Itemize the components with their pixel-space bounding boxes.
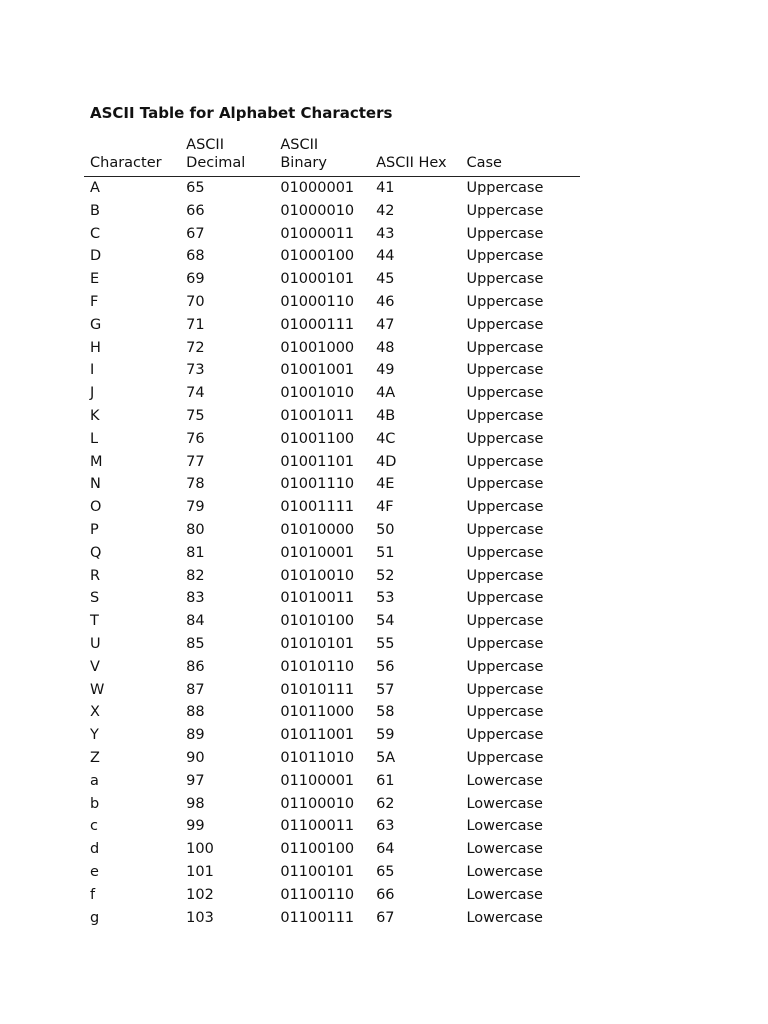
table-row [84, 473, 580, 496]
binary-cell: 01001010 [280, 385, 355, 402]
table-row [84, 177, 580, 200]
table-header-row [84, 136, 580, 177]
character-cell: a [90, 772, 99, 789]
decimal-cell: 99 [186, 818, 205, 835]
binary-cell: 01001011 [280, 407, 355, 424]
table-row [84, 337, 580, 360]
decimal-cell: 75 [186, 407, 205, 424]
decimal-cell: 84 [186, 613, 205, 630]
column-header-label: ASCII Decimal [186, 137, 246, 171]
case-cell: Uppercase [466, 704, 544, 721]
binary-cell: 01011001 [280, 727, 355, 744]
case-cell: Lowercase [466, 772, 543, 789]
character-cell: O [90, 499, 102, 516]
binary-cell: 01000110 [280, 293, 355, 310]
binary-cell: 01100100 [280, 841, 355, 858]
table-row [84, 610, 580, 633]
table-row [84, 587, 580, 610]
table-row [84, 815, 580, 838]
character-cell: X [90, 704, 100, 721]
table-row [84, 382, 580, 405]
table-row [84, 268, 580, 291]
hex-cell: 42 [376, 202, 395, 219]
table-row [84, 633, 580, 656]
hex-cell: 49 [376, 362, 395, 379]
table-row [84, 245, 580, 268]
decimal-cell: 76 [186, 430, 205, 447]
hex-cell: 46 [376, 293, 395, 310]
case-cell: Lowercase [466, 886, 543, 903]
hex-cell: 53 [376, 590, 395, 607]
case-cell: Uppercase [466, 385, 544, 402]
hex-cell: 61 [376, 772, 395, 789]
decimal-cell: 87 [186, 681, 205, 698]
character-cell: f [90, 886, 96, 903]
decimal-cell: 71 [186, 316, 205, 333]
hex-cell: 43 [376, 225, 395, 242]
column-header-ascii-decimal [180, 136, 274, 177]
character-cell: M [90, 453, 103, 470]
decimal-cell: 68 [186, 248, 205, 265]
binary-cell: 01010111 [280, 681, 355, 698]
binary-cell: 01011000 [280, 704, 355, 721]
table-row [84, 223, 580, 246]
decimal-cell: 89 [186, 727, 205, 744]
hex-cell: 5A [376, 749, 396, 766]
hex-cell: 52 [376, 567, 395, 584]
hex-cell: 62 [376, 795, 395, 812]
case-cell: Uppercase [466, 180, 544, 196]
table-row [84, 405, 580, 428]
binary-cell: 01001100 [280, 430, 355, 447]
hex-cell: 58 [376, 704, 395, 721]
decimal-cell: 101 [186, 863, 214, 880]
decimal-cell: 103 [186, 909, 214, 926]
column-header-case: Case [460, 136, 580, 177]
character-cell: d [90, 841, 100, 858]
decimal-cell: 97 [186, 772, 205, 789]
character-cell: G [90, 316, 102, 333]
case-cell: Lowercase [466, 841, 543, 858]
case-cell: Uppercase [466, 749, 544, 766]
table-row [84, 861, 580, 884]
hex-cell: 67 [376, 909, 395, 926]
column-header-label: ASCII Binary [280, 137, 327, 171]
binary-cell: 01010011 [280, 590, 355, 607]
decimal-cell: 86 [186, 658, 205, 675]
case-cell: Lowercase [466, 863, 543, 880]
binary-cell: 01011010 [280, 749, 355, 766]
decimal-cell: 66 [186, 202, 205, 219]
column-header-ascii-binary [274, 136, 370, 177]
hex-cell: 4D [376, 453, 397, 470]
table-row [84, 793, 580, 816]
decimal-cell: 78 [186, 476, 205, 493]
hex-cell: 55 [376, 635, 395, 652]
table-row [84, 724, 580, 747]
table-row [84, 770, 580, 793]
hex-cell: 44 [376, 248, 395, 265]
case-cell: Uppercase [466, 225, 544, 242]
decimal-cell: 88 [186, 704, 205, 721]
table-row [84, 656, 580, 679]
character-cell: F [90, 293, 99, 310]
hex-cell: 59 [376, 727, 395, 744]
binary-cell: 01000001 [280, 180, 355, 196]
decimal-cell: 81 [186, 544, 205, 561]
table-row [84, 200, 580, 223]
case-cell: Uppercase [466, 567, 544, 584]
table-row [84, 907, 580, 930]
binary-cell: 01010000 [280, 521, 355, 538]
table-row [84, 838, 580, 861]
binary-cell: 01001101 [280, 453, 355, 470]
character-cell: R [90, 567, 101, 584]
character-cell: D [90, 248, 102, 265]
character-cell: T [90, 613, 99, 630]
table-row [84, 565, 580, 588]
hex-cell: 4C [376, 430, 396, 447]
hex-cell: 4A [376, 385, 396, 402]
character-cell: e [90, 863, 99, 880]
character-cell: P [90, 521, 99, 538]
binary-cell: 01000101 [280, 271, 355, 288]
character-cell: U [90, 635, 101, 652]
character-cell: Q [90, 544, 102, 561]
decimal-cell: 72 [186, 339, 205, 356]
case-cell: Uppercase [466, 339, 544, 356]
ascii-table [84, 136, 580, 929]
case-cell: Uppercase [466, 362, 544, 379]
decimal-cell: 82 [186, 567, 205, 584]
binary-cell: 01001111 [280, 499, 355, 516]
character-cell: K [90, 407, 100, 424]
case-cell: Uppercase [466, 407, 544, 424]
page-title: ASCII Table for Alphabet Characters [90, 104, 393, 122]
table-row [84, 747, 580, 770]
hex-cell: 48 [376, 339, 395, 356]
hex-cell: 51 [376, 544, 395, 561]
decimal-cell: 73 [186, 362, 205, 379]
binary-cell: 01010101 [280, 635, 355, 652]
decimal-cell: 83 [186, 590, 205, 607]
case-cell: Uppercase [466, 476, 544, 493]
binary-cell: 01010100 [280, 613, 355, 630]
decimal-cell: 85 [186, 635, 205, 652]
binary-cell: 01100110 [280, 886, 355, 903]
hex-cell: 64 [376, 841, 395, 858]
case-cell: Uppercase [466, 521, 544, 538]
binary-cell: 01000111 [280, 316, 355, 333]
table-row [84, 496, 580, 519]
decimal-cell: 98 [186, 795, 205, 812]
character-cell: H [90, 339, 101, 356]
binary-cell: 01001110 [280, 476, 355, 493]
case-cell: Uppercase [466, 430, 544, 447]
decimal-cell: 67 [186, 225, 205, 242]
table-row [84, 314, 580, 337]
binary-cell: 01010110 [280, 658, 355, 675]
case-cell: Uppercase [466, 202, 544, 219]
case-cell: Uppercase [466, 248, 544, 265]
hex-cell: 50 [376, 521, 395, 538]
binary-cell: 01001001 [280, 362, 355, 379]
binary-cell: 01100101 [280, 863, 355, 880]
character-cell: I [90, 362, 95, 379]
case-cell: Uppercase [466, 499, 544, 516]
binary-cell: 01010001 [280, 544, 355, 561]
hex-cell: 4E [376, 476, 395, 493]
case-cell: Lowercase [466, 818, 543, 835]
table-row [84, 701, 580, 724]
hex-cell: 4B [376, 407, 396, 424]
decimal-cell: 77 [186, 453, 205, 470]
table-row [84, 291, 580, 314]
decimal-cell: 74 [186, 385, 205, 402]
case-cell: Uppercase [466, 544, 544, 561]
column-header-ascii-hex: ASCII Hex [370, 136, 460, 177]
decimal-cell: 65 [186, 180, 205, 196]
character-cell: Z [90, 749, 100, 766]
character-cell: L [90, 430, 99, 447]
decimal-cell: 79 [186, 499, 205, 516]
case-cell: Lowercase [466, 909, 543, 926]
case-cell: Uppercase [466, 727, 544, 744]
hex-cell: 66 [376, 886, 395, 903]
character-cell: W [90, 681, 105, 698]
binary-cell: 01100011 [280, 818, 355, 835]
hex-cell: 41 [376, 180, 395, 196]
character-cell: b [90, 795, 100, 812]
binary-cell: 01010010 [280, 567, 355, 584]
decimal-cell: 90 [186, 749, 205, 766]
case-cell: Uppercase [466, 613, 544, 630]
binary-cell: 01000100 [280, 248, 355, 265]
decimal-cell: 100 [186, 841, 214, 858]
table-row [84, 359, 580, 382]
hex-cell: 56 [376, 658, 395, 675]
character-cell: Y [90, 727, 99, 744]
character-cell: N [90, 476, 101, 493]
binary-cell: 01000011 [280, 225, 355, 242]
decimal-cell: 70 [186, 293, 205, 310]
table-row [84, 542, 580, 565]
binary-cell: 01001000 [280, 339, 355, 356]
hex-cell: 4F [376, 499, 394, 516]
case-cell: Uppercase [466, 590, 544, 607]
hex-cell: 45 [376, 271, 395, 288]
hex-cell: 65 [376, 863, 395, 880]
character-cell: J [90, 385, 95, 402]
table-row [84, 428, 580, 451]
table-body [84, 177, 580, 930]
case-cell: Uppercase [466, 293, 544, 310]
table-row [84, 451, 580, 474]
table-row [84, 519, 580, 542]
character-cell: V [90, 658, 100, 675]
decimal-cell: 102 [186, 886, 214, 903]
hex-cell: 63 [376, 818, 395, 835]
decimal-cell: 80 [186, 521, 205, 538]
character-cell: E [90, 271, 100, 288]
binary-cell: 01100010 [280, 795, 355, 812]
case-cell: Uppercase [466, 316, 544, 333]
case-cell: Uppercase [466, 658, 544, 675]
column-header-character: Character [84, 136, 180, 177]
binary-cell: 01000010 [280, 202, 355, 219]
hex-cell: 54 [376, 613, 395, 630]
hex-cell: 57 [376, 681, 395, 698]
character-cell: g [90, 909, 100, 926]
case-cell: Uppercase [466, 635, 544, 652]
character-cell: A [90, 180, 100, 196]
binary-cell: 01100001 [280, 772, 355, 789]
character-cell: c [90, 818, 98, 835]
case-cell: Uppercase [466, 453, 544, 470]
table-row [84, 679, 580, 702]
character-cell: B [90, 202, 100, 219]
hex-cell: 47 [376, 316, 395, 333]
character-cell: S [90, 590, 100, 607]
case-cell: Lowercase [466, 795, 543, 812]
binary-cell: 01100111 [280, 909, 355, 926]
character-cell: C [90, 225, 101, 242]
case-cell: Uppercase [466, 271, 544, 288]
case-cell: Uppercase [466, 681, 544, 698]
decimal-cell: 69 [186, 271, 205, 288]
table-row [84, 884, 580, 907]
